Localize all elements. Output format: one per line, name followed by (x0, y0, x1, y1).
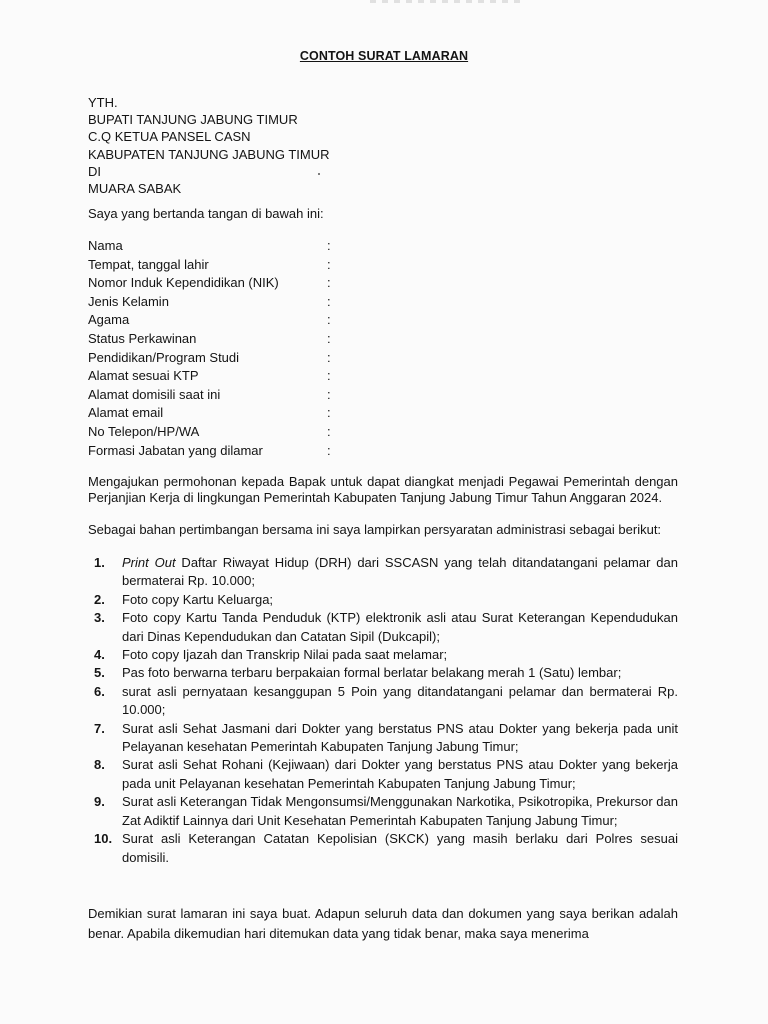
address-line: MUARA SABAK (88, 181, 182, 197)
item-text: Foto copy Kartu Tanda Penduduk (KTP) elektronik asli atau Surat Keterangan Kependudukan dari Dinas Kependudukan dan Catatan Sipil (Dukcapil); (122, 610, 678, 644)
field-colon: : (327, 405, 331, 421)
field-row (88, 274, 348, 293)
item-number: 5. (94, 665, 105, 681)
applicant-fields (88, 237, 348, 460)
field-row (88, 293, 348, 312)
item-text: Foto copy Kartu Keluarga; (122, 591, 274, 607)
address-line: KABUPATEN TANJUNG JABUNG TIMUR (88, 146, 330, 162)
field-colon: : (327, 442, 331, 458)
attachments-intro: Sebagai bahan pertimbangan bersama ini saya lampirkan persyaratan administrasi sebagai berikut: (88, 522, 662, 537)
list-item (88, 591, 678, 609)
item-number: 2. (94, 591, 105, 607)
application-paragraph: Mengajukan permohonan kepada Bapak untuk dapat diangkat menjadi Pegawai Pemerintah dengan Perjanjian Kerja di lingkungan Pemerintah Kabupaten Tanjung Jabung Timur Tahun Anggaran 2024. (88, 474, 678, 505)
item-number: 4. (94, 647, 105, 663)
item-number: 6. (94, 683, 105, 699)
field-colon: : (327, 349, 331, 365)
item-number: 8. (94, 757, 105, 773)
field-colon: : (327, 293, 331, 309)
field-label: Nomor Induk Kependidikan (NIK) (88, 275, 279, 291)
letter-title: CONTOH SURAT LAMARAN (299, 49, 469, 63)
field-label: Tempat, tanggal lahir (88, 256, 209, 272)
field-label: Nama (88, 238, 123, 253)
item-text: Surat asli Sehat Jasmani dari Dokter yang berstatus PNS atau Dokter yang bekerja pada unit Pelayanan kesehatan Pemerintah Kabupaten Tanjung Jabung Timur; (122, 720, 678, 755)
field-label: Pendidikan/Program Studi (88, 349, 240, 365)
item-text: Surat asli Sehat Rohani (Kejiwaan) dari Dokter yang berstatus PNS atau Dokter yang bekerja pada unit Pelayanan kesehatan Pemerintah Kabupaten Tanjung Jabung Timur; (122, 757, 678, 791)
field-label: No Telepon/HP/WA (88, 423, 200, 439)
field-row (88, 386, 348, 405)
item-text: Pas foto berwarna terbaru berpakaian formal berlatar belakang merah 1 (Satu) lembar; (122, 665, 622, 681)
field-row (88, 423, 348, 442)
item-text: Daftar Riwayat Hidup (DRH) dari SSCASN yang telah ditandatangani pelamar dan bermaterai Rp. 10.000; (122, 555, 678, 589)
field-row (88, 311, 348, 330)
address-line: C.Q KETUA PANSEL CASN (88, 129, 251, 145)
field-label: Status Perkawinan (88, 330, 197, 346)
item-text: Foto copy Ijazah dan Transkrip Nilai pada saat melamar; (122, 647, 448, 663)
field-row (88, 367, 348, 386)
list-item (88, 830, 678, 867)
field-label: Jenis Kelamin (88, 293, 169, 309)
list-item (88, 683, 678, 720)
list-item (88, 793, 678, 830)
item-text: Surat asli Keterangan Catatan Kepolisian (SKCK) yang masih berlaku dari Polres sesuai domisili. (122, 831, 678, 865)
field-colon: : (327, 386, 331, 402)
item-text: Surat asli Keterangan Tidak Mengonsumsi/Menggunakan Narkotika, Psikotropika, Prekursor dan Zat Adiktif Lainnya dari Unit Kesehatan Pemerintah Kabupaten Tanjung Jabung Timur; (122, 794, 678, 828)
list-item (88, 664, 678, 682)
list-item (88, 609, 678, 646)
item-number: 7. (94, 720, 105, 736)
field-colon: : (327, 368, 331, 384)
list-item (88, 646, 678, 664)
item-emphasis: Print Out (122, 555, 176, 570)
item-number: 1. (94, 555, 105, 570)
field-colon: : (327, 312, 331, 328)
field-row (88, 404, 348, 423)
field-label: Formasi Jabatan yang dilamar (88, 442, 263, 458)
scan-artifact (370, 0, 520, 3)
address-line: YTH. (88, 95, 118, 110)
field-colon: : (327, 423, 331, 439)
field-colon: : (327, 256, 331, 272)
list-item (88, 720, 678, 757)
field-label: Agama (88, 312, 130, 328)
field-label: Alamat domisili saat ini (88, 386, 221, 402)
item-number: 3. (94, 610, 105, 626)
recipient-address (88, 94, 330, 197)
field-row (88, 330, 348, 349)
item-number: 9. (94, 794, 105, 810)
field-row (88, 442, 348, 461)
closing-paragraph: Demikian surat lamaran ini saya buat. Adapun seluruh data dan dokumen yang saya berikan adalah benar. Apabila dikemudian hari ditemukan data yang tidak benar, maka saya menerima (88, 906, 678, 941)
item-number: 10. (94, 831, 113, 847)
field-label: Alamat email (88, 405, 164, 421)
field-row (88, 256, 348, 275)
list-item (88, 554, 678, 591)
address-line: DI (88, 163, 101, 179)
field-colon: : (327, 275, 331, 291)
field-row (88, 349, 348, 368)
field-colon: : (327, 238, 331, 253)
intro-sentence: Saya yang bertanda tangan di bawah ini: (88, 206, 324, 221)
field-label: Alamat sesuai KTP (88, 368, 199, 384)
field-row (88, 237, 348, 256)
requirements-list (88, 554, 678, 867)
list-item (88, 756, 678, 793)
field-colon: : (327, 330, 331, 346)
address-line: BUPATI TANJUNG JABUNG TIMUR (88, 112, 298, 128)
item-text: surat asli pernyataan kesanggupan 5 Poin yang ditandatangani pelamar dan bermaterai Rp. 10.000; (122, 683, 678, 718)
